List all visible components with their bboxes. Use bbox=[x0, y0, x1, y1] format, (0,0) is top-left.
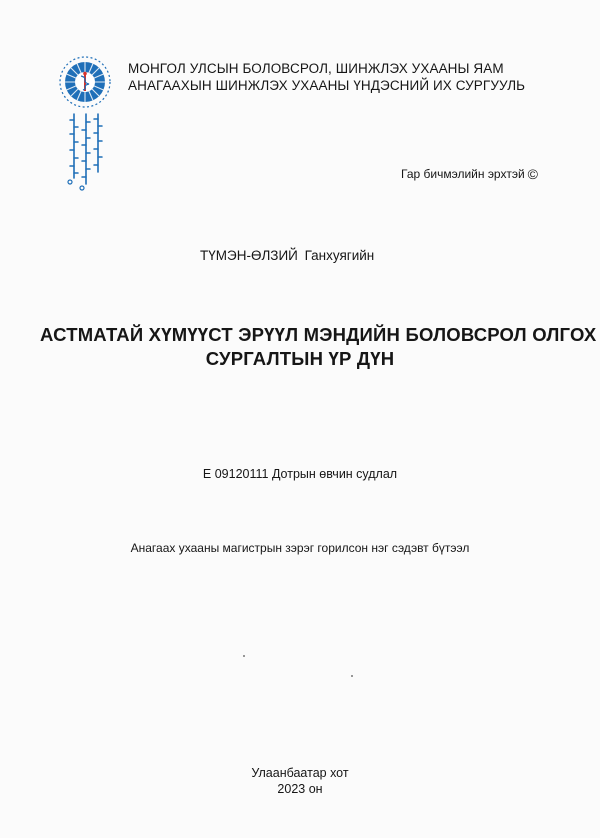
scan-speck bbox=[351, 675, 353, 677]
ministry-name: МОНГОЛ УЛСЫН БОЛОВСРОЛ, ШИНЖЛЭХ УХААНЫ ЯАМ bbox=[128, 61, 504, 76]
scan-speck bbox=[243, 655, 245, 657]
university-logo bbox=[56, 52, 114, 192]
degree-description: Анагаах ухааны магистрын зэрэг горилсон нэг сэдэвт бүтээл bbox=[130, 541, 470, 555]
place-and-year bbox=[0, 765, 600, 797]
city-name: Улаанбаатар хот bbox=[251, 766, 349, 780]
thesis-title-line-1: АСТМАТАЙ ХҮМҮҮСТ ЭРҮҮЛ МЭНДИЙН БОЛОВСРОЛ ОЛГОХ bbox=[40, 324, 597, 345]
thesis-title bbox=[40, 323, 597, 371]
thesis-title-line-2: СУРГАЛТЫН ҮР ДҮН bbox=[205, 348, 395, 369]
specialty-code: Е 09120111 Дотрын өвчин судлал bbox=[202, 467, 398, 481]
institution-header bbox=[128, 60, 588, 94]
copyright-icon: © bbox=[527, 166, 538, 182]
copyright-notice bbox=[401, 166, 538, 182]
mongolian-script-icon bbox=[68, 114, 102, 190]
author-name: ТҮМЭН-ӨЛЗИЙ Ганхуягийн bbox=[200, 248, 375, 263]
copyright-text: Гар бичмэлийн эрхтэй bbox=[401, 167, 525, 181]
logo-emblem-icon bbox=[60, 57, 110, 107]
year-text: 2023 он bbox=[277, 782, 323, 796]
university-name: АНАГААХЫН ШИНЖЛЭХ УХААНЫ ҮНДЭСНИЙ ИХ СУРГУУЛЬ bbox=[128, 78, 526, 93]
